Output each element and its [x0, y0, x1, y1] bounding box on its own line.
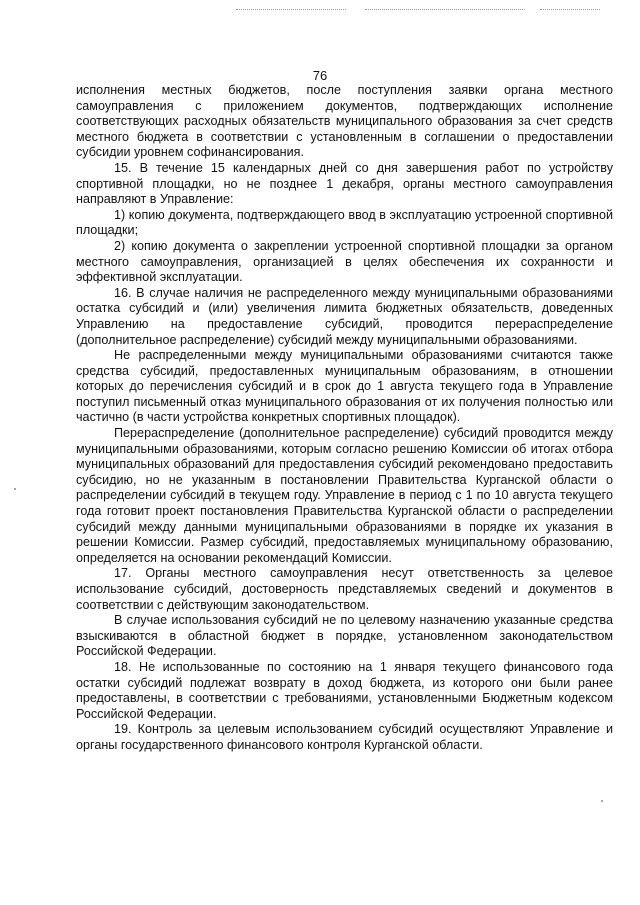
paragraph-misuse: В случае использования субсидий не по целевому назначению указанные средства взыскиваются в областной бюджет в порядке, установленном законодательством Российской Федерации.: [76, 613, 613, 659]
paragraph-item-16: 16. В случае наличия не распределенного между муниципальными образованиями остатка субсидий и (или) увеличения лимита бюджетных обязательств, доведенных Управлению на предоставление субсидий, проводится перераспределение (дополнительное распределение) субсидий между муниципальными образованиями.: [76, 285, 613, 347]
paragraph-redistribution: Перераспределение (дополнительное распределение) субсидий проводится между муниципальными образованиями, которым согласно решению Комиссии об итогах отбора муниципальных образований для предоставления субсидий рекомендовано предоставить субсидию, но не указанным в постановлении Правительства Курганской области о распределении субсидий в текущем году. Управление в период с 1 по 10 августа текущего года готовит проект постановления Правительства Курганской области о распределении субсидий между данными муниципальными образованиями в порядке их указания в решении Комиссии. Размер субсидий, предоставляемых муниципальному образованию, определяется на основании рекомендаций Комиссии.: [76, 426, 613, 565]
scan-speck: [14, 488, 16, 490]
paragraph-item-17: 17. Органы местного самоуправления несут ответственность за целевое использование субсидий, достоверность представляемых сведений и документов в соответствии с действующим законодательством.: [76, 566, 613, 612]
paragraph-continuation: исполнения местных бюджетов, после поступления заявки органа местного самоуправления с приложением документов, подтверждающих исполнение соответствующих расходных обязательств муниципального образования за счет средств местного бюджета в соответствии с установленным в соглашении о предоставлении субсидии уровнем софинансирования.: [76, 83, 613, 160]
paragraph-subitem-1: 1) копию документа, подтверждающего ввод в эксплуатацию устроенной спортивной площадки;: [76, 207, 613, 238]
scan-artifact-line: [365, 9, 525, 10]
scan-speck: [601, 800, 603, 802]
page-number: 76: [312, 68, 328, 83]
paragraph-item-18: 18. Не использованные по состоянию на 1 января текущего финансового года остатки субсидий подлежат возврату в доход бюджета, из которого они были ранее предоставлены, в соответствии с требованиями, установленными Бюджетным кодексом Российской Федерации.: [76, 659, 613, 721]
paragraph-undistributed-funds: Не распределенными между муниципальными образованиями считаются также средства субсидий, предоставленных муниципальным образованиям, в отношении которых до перечисления субсидий и в срок до 1 августа текущего года в Управление поступил письменный отказ муниципального образования от их получения полностью или частично (в части устройства конкретных спортивных площадок).: [76, 348, 613, 425]
paragraph-item-19: 19. Контроль за целевым использованием субсидий осуществляют Управление и органы государственного финансового контроля Курганской области.: [76, 722, 613, 752]
scan-artifact-line: [540, 9, 600, 10]
scan-artifact-line: [236, 9, 346, 10]
paragraph-subitem-2: 2) копию документа о закреплении устроенной спортивной площадки за органом местного самоуправления, организацией в целях обеспечения их сохранности и эффективной эксплуатации.: [76, 238, 613, 285]
document-body: [76, 83, 613, 754]
paragraph-item-15: 15. В течение 15 календарных дней со дня завершения работ по устройству спортивной площадки, но не позднее 1 декабря, органы местного самоуправления направляют в Управление:: [76, 160, 613, 207]
